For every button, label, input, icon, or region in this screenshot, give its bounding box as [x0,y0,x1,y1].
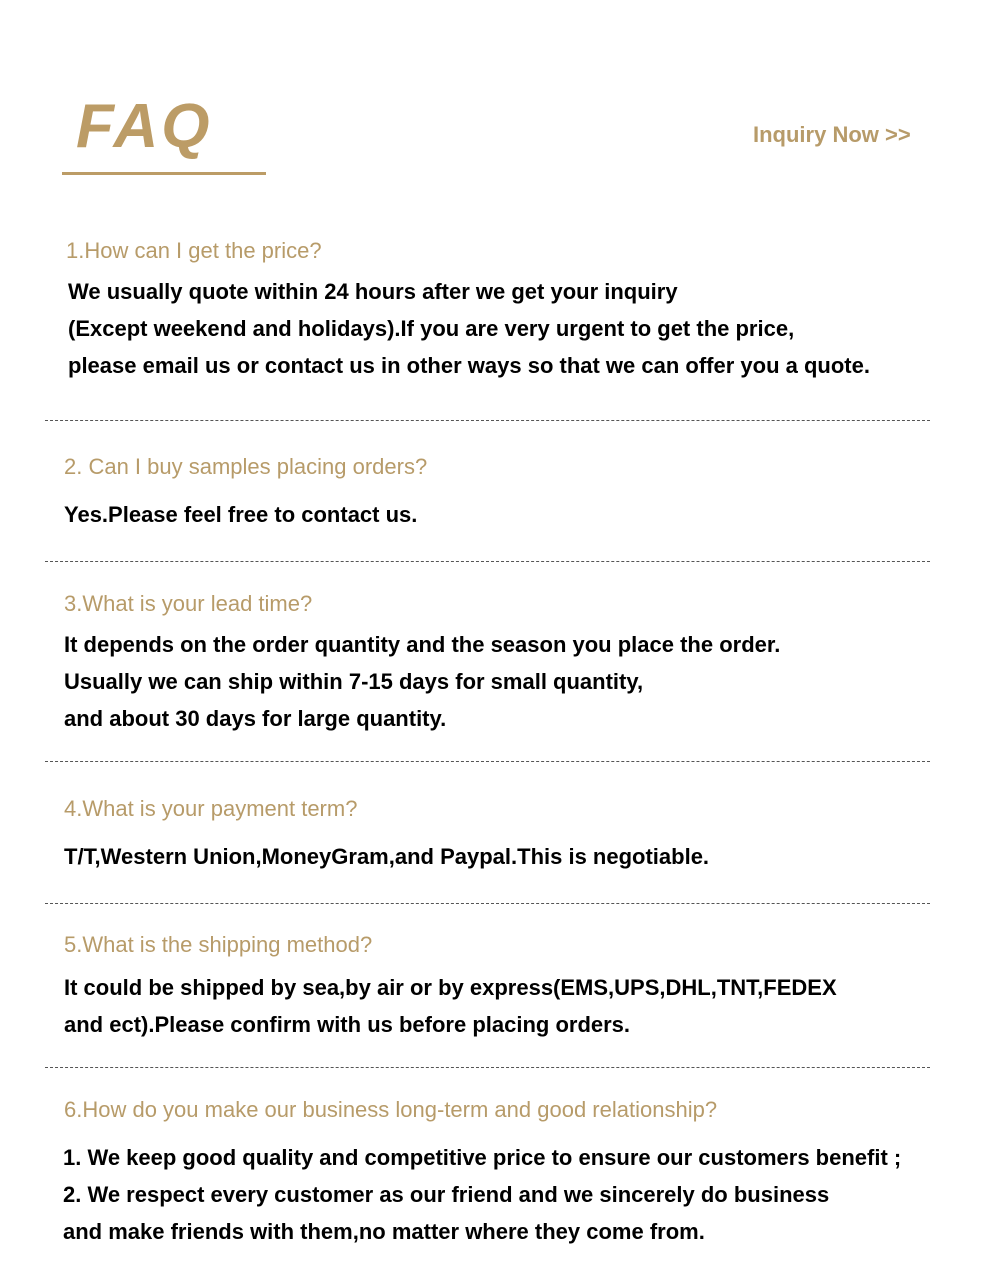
faq-answer-5 [64,969,837,1043]
faq-question-1: 1.How can I get the price? [66,238,322,263]
faq-answer-4-line-1: T/T,Western Union,MoneyGram,and Paypal.This is negotiable. [64,844,710,869]
faq-answer-2-line-1: Yes.Please feel free to contact us. [64,502,418,527]
divider-1 [45,420,930,421]
faq-answer-1-line-3: please email us or contact us in other ways so that we can offer you a quote. [68,353,870,378]
faq-answer-4 [64,838,709,875]
faq-question-5: 5.What is the shipping method? [64,932,373,957]
faq-question-3: 3.What is your lead time? [64,591,313,616]
divider-2 [45,561,930,562]
faq-answer-3-line-2: Usually we can ship within 7-15 days for small quantity, [64,669,644,694]
faq-answer-1 [68,273,870,384]
divider-5 [45,1067,930,1068]
faq-answer-3-line-1: It depends on the order quantity and the season you place the order. [64,632,781,657]
faq-answer-2 [64,496,417,533]
inquiry-now-link[interactable]: Inquiry Now >> [753,122,911,147]
divider-4 [45,903,930,904]
faq-answer-6 [63,1139,901,1250]
faq-answer-3-line-3: and about 30 days for large quantity. [64,706,447,731]
title-underline [62,172,266,175]
faq-question-2: 2. Can I buy samples placing orders? [64,454,428,479]
faq-question-6: 6.How do you make our business long-term and good relationship? [64,1097,718,1122]
faq-answer-6-line-3: and make friends with them,no matter where they come from. [63,1219,705,1244]
page-title: FAQ [76,92,213,161]
faq-question-4: 4.What is your payment term? [64,796,358,821]
faq-answer-1-line-2: (Except weekend and holidays).If you are very urgent to get the price, [68,316,795,341]
faq-answer-5-line-1: It could be shipped by sea,by air or by express(EMS,UPS,DHL,TNT,FEDEX [64,975,837,1000]
faq-answer-1-line-1: We usually quote within 24 hours after we get your inquiry [68,279,678,304]
faq-answer-5-line-2: and ect).Please confirm with us before placing orders. [64,1012,631,1037]
faq-answer-6-line-2: 2. We respect every customer as our friend and we sincerely do business [63,1182,830,1207]
divider-3 [45,761,930,762]
faq-answer-3 [64,626,780,737]
faq-answer-6-line-1: 1. We keep good quality and competitive price to ensure our customers benefit ; [63,1145,902,1170]
